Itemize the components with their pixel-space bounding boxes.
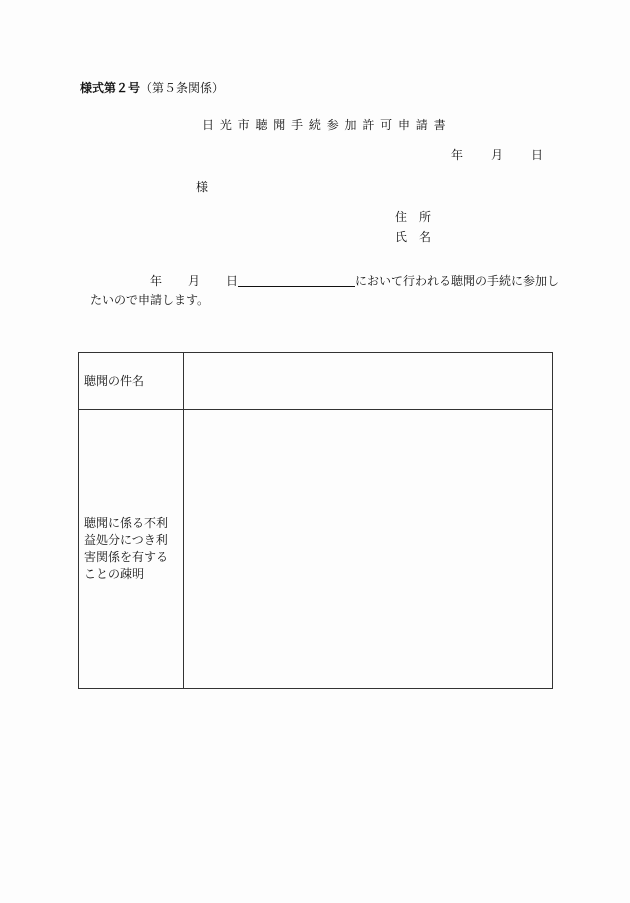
body-day-label: 日 [226,274,239,288]
hearing-title-field[interactable] [184,353,553,410]
date-line [451,146,543,163]
application-table [78,352,553,689]
date-day-label: 日 [531,148,544,162]
table-row-interest-explanation [79,410,553,689]
date-month-label: 月 [491,148,504,162]
interest-explanation-label: 聴聞に係る不利益処分につき利害関係を有することの疎明 [84,516,169,581]
body-text-line2: たいので申請します。 [90,293,210,307]
body-line1-text: において行われる聴聞の手続に参加し [355,274,560,288]
hearing-title-label: 聴聞の件名 [84,373,145,388]
address-label: 住 所 [395,210,432,224]
body-month-label: 月 [188,274,201,288]
venue-blank-line[interactable] [238,274,355,287]
interest-explanation-label-cell [79,410,184,689]
document-title: 日 光 市 聴 聞 手 続 参 加 許 可 申 請 書 [202,118,447,132]
date-year-label: 年 [451,148,464,162]
form-number-reference: （第５条関係） [140,81,225,95]
interest-explanation-field[interactable] [184,410,553,689]
name-label: 氏 名 [395,230,432,244]
form-number-label: 様式第２号 [80,81,141,95]
table-row-hearing-title [79,353,553,410]
body-year-label: 年 [150,274,163,288]
form-number [80,79,224,96]
hearing-title-label-cell [79,353,184,410]
body-text-line1 [150,272,559,289]
addressee-suffix: 様 [196,180,209,194]
